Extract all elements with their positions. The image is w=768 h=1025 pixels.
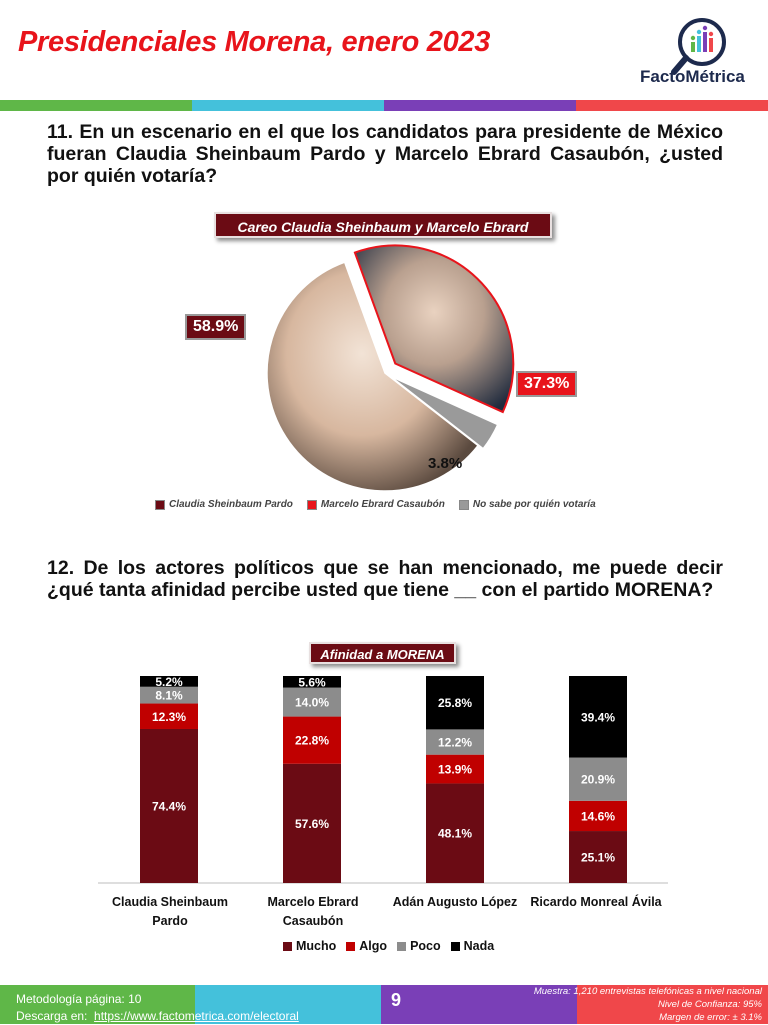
legend-item-algo: Algo (346, 939, 387, 953)
data-label-monreal-poco: 20.9% (580, 772, 616, 787)
pie-label-ebrard: 37.3% (516, 371, 577, 397)
download-link[interactable]: https://www.factometrica.com/electoral (94, 1009, 299, 1023)
pie-label-sheinbaum: 58.9% (185, 314, 246, 340)
data-label-ebrard-mucho: 57.6% (294, 816, 330, 831)
question-12: 12. De los actores políticos que se han mencionado, me puede decir ¿qué tanta afinidad percibe usted que tiene __ con el partido MORENA? (47, 557, 723, 601)
category-label-ebrard: Marcelo Ebrard Casaubón (267, 895, 359, 928)
data-label-adan-algo: 13.9% (437, 762, 473, 777)
pie-chart-title: Careo Claudia Sheinbaum y Marcelo Ebrard (214, 212, 552, 238)
pie-label-no-sabe: 3.8% (428, 455, 463, 472)
data-label-sheinbaum-poco: 8.1% (155, 688, 183, 703)
data-label-adan-nada: 25.8% (437, 696, 473, 711)
data-label-monreal-mucho: 25.1% (580, 850, 616, 865)
data-label-adan-mucho: 48.1% (437, 826, 473, 841)
bar-chart-title: Afinidad a MORENA (309, 642, 456, 664)
data-label-ebrard-nada: 5.6% (298, 675, 326, 690)
legend-item-sheinbaum: Claudia Sheinbaum Pardo (155, 499, 293, 510)
data-label-monreal-nada: 39.4% (580, 710, 616, 725)
methodology-note: Muestra: 1,210 entrevistas telefónicas a nivel nacional Nivel de Confianza: 95% Margen de error: ± 3.1% (533, 986, 762, 1023)
data-label-monreal-algo: 14.6% (580, 809, 616, 824)
bar-legend (283, 939, 494, 953)
legend-item-ebrard: Marcelo Ebrard Casaubón (307, 499, 445, 510)
data-label-ebrard-algo: 22.8% (294, 733, 330, 748)
legend-item-mucho: Mucho (283, 939, 336, 953)
data-label-sheinbaum-mucho: 74.4% (151, 799, 187, 814)
question-11: 11. En un escenario en el que los candidatos para presidente de México fueran Claudia Sheinbaum Pardo y Marcelo Ebrard Casaubón, ¿usted por quién votaría? (47, 121, 723, 187)
legend-item-no-sabe: No sabe por quién votaría (459, 499, 596, 510)
category-label-adan: Adán Augusto López (392, 895, 518, 909)
data-label-sheinbaum-algo: 12.3% (151, 709, 187, 724)
page-title: Presidenciales Morena, enero 2023 (18, 26, 491, 58)
descarga-label: Descarga en: (16, 1009, 88, 1023)
data-label-ebrard-poco: 14.0% (294, 695, 330, 710)
footer-info (16, 991, 299, 1025)
logo-text: FactoMétrica (640, 67, 745, 86)
legend-item-nada: Nada (451, 939, 495, 953)
legend-item-poco: Poco (397, 939, 441, 953)
category-label-sheinbaum: Claudia Sheinbaum Pardo (112, 895, 228, 928)
category-label-monreal: Ricardo Monreal Ávila (530, 895, 662, 909)
page-number: 9 (390, 990, 401, 1010)
metodologia-text: Metodología página: 10 (16, 992, 142, 1006)
data-label-sheinbaum-nada: 5.2% (155, 674, 183, 689)
data-label-adan-poco: 12.2% (437, 735, 473, 750)
